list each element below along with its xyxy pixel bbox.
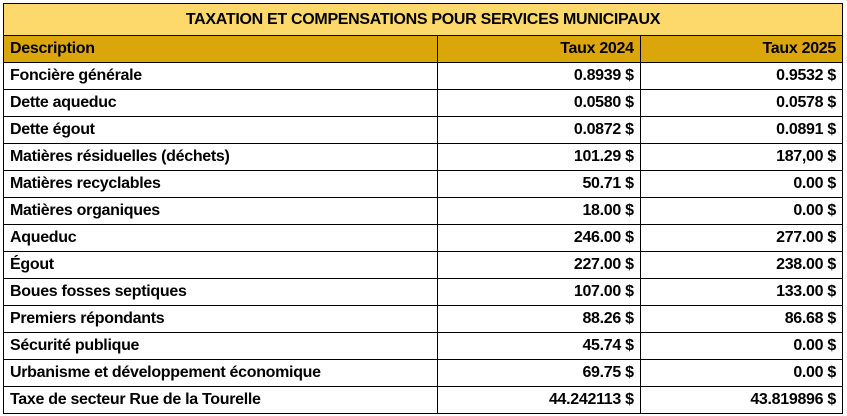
cell-taux-2025: 0.9532 $ [640, 63, 842, 90]
cell-description: Égout [4, 252, 438, 279]
cell-description: Dette égout [4, 117, 438, 144]
cell-taux-2025: 0.00 $ [640, 333, 842, 360]
cell-description: Premiers répondants [4, 306, 438, 333]
table-row [4, 306, 843, 333]
cell-taux-2024: 0.8939 $ [437, 63, 640, 90]
header-taux-2025: Taux 2025 [640, 36, 842, 63]
header-taux-2024: Taux 2024 [437, 36, 640, 63]
cell-description: Boues fosses septiques [4, 279, 438, 306]
header-description: Description [4, 36, 438, 63]
table-title-row [4, 4, 843, 36]
table-title: TAXATION ET COMPENSATIONS POUR SERVICES MUNICIPAUX [4, 4, 843, 36]
cell-taux-2025: 238.00 $ [640, 252, 842, 279]
cell-description: Matières organiques [4, 198, 438, 225]
cell-description: Matières résiduelles (déchets) [4, 144, 438, 171]
cell-taux-2025: 0.00 $ [640, 360, 842, 387]
table-row [4, 252, 843, 279]
cell-taux-2024: 101.29 $ [437, 144, 640, 171]
cell-taux-2025: 0.0578 $ [640, 90, 842, 117]
table-row [4, 279, 843, 306]
table-row [4, 387, 843, 414]
cell-description: Matières recyclables [4, 171, 438, 198]
table-row [4, 171, 843, 198]
table-row [4, 117, 843, 144]
table-row [4, 360, 843, 387]
cell-taux-2025: 277.00 $ [640, 225, 842, 252]
cell-description: Dette aqueduc [4, 90, 438, 117]
cell-taux-2024: 107.00 $ [437, 279, 640, 306]
table-row [4, 333, 843, 360]
cell-taux-2024: 0.0872 $ [437, 117, 640, 144]
cell-description: Taxe de secteur Rue de la Tourelle [4, 387, 438, 414]
cell-description: Sécurité publique [4, 333, 438, 360]
cell-taux-2024: 246.00 $ [437, 225, 640, 252]
cell-taux-2025: 133.00 $ [640, 279, 842, 306]
cell-taux-2024: 50.71 $ [437, 171, 640, 198]
cell-taux-2025: 0.00 $ [640, 198, 842, 225]
taxation-table [3, 3, 843, 414]
table-row [4, 63, 843, 90]
cell-description: Urbanisme et développement économique [4, 360, 438, 387]
table-header-row [4, 36, 843, 63]
table-row [4, 198, 843, 225]
cell-taux-2024: 88.26 $ [437, 306, 640, 333]
cell-taux-2024: 227.00 $ [437, 252, 640, 279]
table-row [4, 144, 843, 171]
cell-taux-2024: 18.00 $ [437, 198, 640, 225]
cell-description: Foncière générale [4, 63, 438, 90]
cell-description: Aqueduc [4, 225, 438, 252]
table-row [4, 225, 843, 252]
cell-taux-2024: 44.242113 $ [437, 387, 640, 414]
cell-taux-2024: 69.75 $ [437, 360, 640, 387]
cell-taux-2025: 0.00 $ [640, 171, 842, 198]
cell-taux-2024: 0.0580 $ [437, 90, 640, 117]
cell-taux-2025: 86.68 $ [640, 306, 842, 333]
table-row [4, 90, 843, 117]
cell-taux-2025: 0.0891 $ [640, 117, 842, 144]
cell-taux-2025: 43.819896 $ [640, 387, 842, 414]
cell-taux-2025: 187,00 $ [640, 144, 842, 171]
cell-taux-2024: 45.74 $ [437, 333, 640, 360]
